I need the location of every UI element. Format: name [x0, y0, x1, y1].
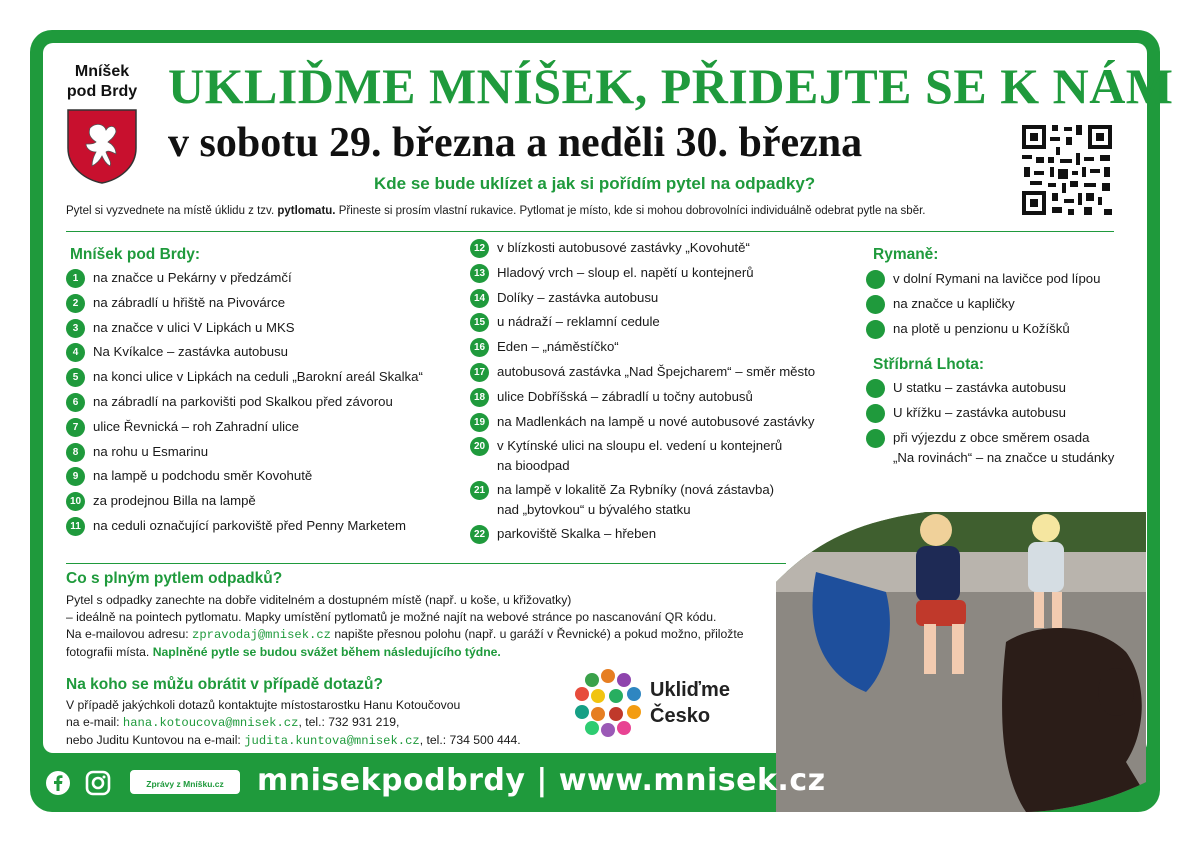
location-text: Na Kvíkalce – zastávka autobusu [93, 344, 288, 360]
location-text: na značce u Pekárny v předzámčí [93, 270, 292, 285]
list-item [866, 269, 1100, 294]
divider [66, 563, 786, 564]
location-text: na ceduli označující parkoviště před Penny Marketem [93, 517, 406, 533]
list-item [470, 263, 815, 288]
location-text-line2: „Na rovinách“ – na značce u studánky [893, 449, 1115, 465]
location-text: na zábradlí u hřiště na Pivovárce [93, 294, 286, 310]
list-item [866, 378, 1114, 403]
uklidme-cesko-wordmark [650, 677, 730, 729]
full-bag-text [66, 592, 744, 661]
page-title: UKLIĎME MNÍŠEK, PŘIDEJTE SE K NÁM [168, 58, 1174, 114]
town-name-line1: Mníšek [74, 63, 130, 80]
list-item [66, 367, 423, 392]
location-text: na rohu u Esmarinu [93, 443, 209, 459]
full-bag-line3 [66, 626, 744, 644]
location-text: Eden – „náměstíčko“ [497, 339, 619, 355]
location-text: na zábradlí na parkovišti pod Skalkou před závorou [93, 393, 393, 409]
location-text: na konci ulice v Lipkách na ceduli „Barokní areál Skalka“ [93, 369, 423, 385]
contact-line2 [66, 714, 521, 732]
list-item [66, 417, 423, 442]
instagram-icon[interactable] [85, 770, 111, 796]
email-link[interactable]: judita.kuntova@mnisek.cz [244, 734, 420, 748]
text: , tel.: 734 500 444. [419, 733, 521, 747]
zpravy-z-mnisku-badge[interactable]: Zprávy z Mníšku.cz [130, 770, 240, 794]
location-text: u nádraží – reklamní cedule [497, 314, 660, 330]
number-badge: 22 [470, 525, 489, 544]
number-badge: 21 [470, 481, 489, 500]
text: na e-mail: [66, 715, 123, 729]
list-item [470, 337, 815, 362]
text: fotografii místa. [66, 645, 153, 659]
list-item [866, 403, 1114, 428]
location-text: na Madlenkách na lampě u nové autobusové zastávky [497, 413, 815, 429]
email-link[interactable]: hana.kotoucova@mnisek.cz [122, 716, 299, 730]
number-badge: 14 [470, 289, 489, 308]
location-text: na plotě u penzionu u Kožíšků [893, 321, 1070, 336]
list-item [470, 524, 815, 549]
text: napište přesnou polohu (např. u garáží v Řevnické) a pokud možno, přiložte [330, 627, 744, 641]
location-text: v dolní Rymani na lavičce pod lípou [893, 271, 1101, 286]
location-text: autobusová zastávka „Nad Špejcharem“ – směr město [497, 363, 816, 379]
location-text: v Kytínské ulici na sloupu el. vedení u kontejnerů [497, 438, 783, 454]
number-badge: 7 [66, 418, 85, 437]
number-badge: 9 [66, 467, 85, 486]
question-heading: Kde se bude uklízet a jak si pořídím pytel na odpadky? [374, 174, 816, 193]
rymane-list [866, 269, 1100, 344]
list-item [66, 392, 423, 417]
list-item [66, 342, 423, 367]
list-item [66, 293, 423, 318]
lhota-heading: Stříbrná Lhota: [873, 356, 985, 373]
bullet-dot [866, 404, 885, 423]
location-text: na lampě u podchodu směr Kovohutě [93, 468, 313, 484]
full-bag-line2: – ideálně na pointech pytlomatu. Mapky umístění pytlomatů je možné najít na webové stránce po nascanování QR kódu. [66, 610, 717, 624]
contact-line3 [66, 732, 521, 750]
intro-part-a: Pytel si vyzvednete na místě úklidu z tzv. [66, 205, 278, 217]
event-dates: v sobotu 29. března a neděli 30. března [168, 120, 863, 166]
pickup-note: Naplněné pytle se budou svážet během následujícího týdne. [152, 645, 501, 659]
list-item [470, 238, 815, 263]
location-text: při výjezdu z obce směrem osada [893, 429, 1090, 445]
number-badge: 1 [66, 269, 85, 288]
list-item [66, 318, 423, 343]
list-item [470, 387, 815, 412]
list-item [470, 480, 815, 520]
text: , tel.: 732 931 219, [298, 715, 400, 729]
location-text: parkoviště Skalka – hřeben [497, 526, 657, 542]
list-item [866, 319, 1100, 344]
number-badge: 19 [470, 413, 489, 432]
town-logo-name [66, 62, 138, 102]
full-bag-heading: Co s plným pytlem odpadků? [66, 570, 283, 587]
wordmark-line2: Česko [650, 705, 711, 727]
contact-text [66, 697, 521, 750]
number-badge: 12 [470, 239, 489, 258]
location-text: U křížku – zastávka autobusu [893, 404, 1066, 420]
list-item [66, 268, 423, 293]
number-badge: 3 [66, 319, 85, 338]
list-item [66, 466, 423, 491]
mnisek-list-2 [470, 238, 815, 549]
list-item [470, 312, 815, 337]
number-badge: 8 [66, 443, 85, 462]
number-badge: 16 [470, 338, 489, 357]
location-text: na značce v ulici V Lipkách u MKS [93, 319, 295, 335]
number-badge: 2 [66, 294, 85, 313]
intro-bold: pytlomatu. [277, 205, 336, 217]
bullet-dot [866, 379, 885, 398]
location-text: U statku – zastávka autobusu [893, 380, 1067, 395]
contact-line1: V případě jakýchkoli dotazů kontaktujte místostarostku Hanu Kotoučovou [66, 698, 461, 712]
volunteers-photo [776, 482, 1146, 812]
number-badge: 5 [66, 368, 85, 387]
list-item [66, 491, 423, 516]
bullet-dot [866, 295, 885, 314]
town-crest-icon [66, 108, 138, 184]
location-text: ulice Řevnická – roh Zahradní ulice [93, 418, 299, 434]
list-item [470, 412, 815, 437]
location-text: ulice Dobříšská – zábradlí u točny autobusů [497, 388, 753, 404]
text: Na e-mailovou adresu: [66, 627, 192, 641]
list-item [66, 442, 423, 467]
mnisek-list-1 [66, 268, 423, 541]
number-badge: 6 [66, 393, 85, 412]
list-item [866, 428, 1114, 468]
location-text: Dolíky – zastávka autobusu [497, 289, 659, 305]
number-badge: 11 [66, 517, 85, 536]
bullet-dot [866, 270, 885, 289]
town-name-line2: pod Brdy [66, 83, 138, 100]
email-link[interactable]: zpravodaj@mnisek.cz [192, 628, 331, 642]
location-text: na lampě v lokalitě Za Rybníky (nová zástavba) [497, 482, 775, 498]
list-item [470, 362, 815, 387]
bullet-dot [866, 429, 885, 448]
intro-part-b: Přineste si prosím vlastní rukavice. Pytlomat je místo, kde si mohou dobrovolníci individuálně odebrat pytle na sběr. [335, 205, 926, 217]
lhota-list [866, 378, 1114, 468]
number-badge: 18 [470, 388, 489, 407]
location-text: Hladový vrch – sloup el. napětí u kontejnerů [497, 264, 754, 280]
number-badge: 13 [470, 264, 489, 283]
text: nebo Juditu Kuntovou na e-mail: [66, 733, 245, 747]
location-text: v blízkosti autobusové zastávky „Kovohutě“ [497, 240, 750, 255]
full-bag-line4 [66, 644, 744, 661]
location-text-line2: na bioodpad [497, 458, 570, 474]
list-item [66, 516, 423, 541]
mnisek-heading: Mníšek pod Brdy: [70, 246, 201, 263]
list-item [470, 288, 815, 313]
location-text: na značce u kapličky [893, 296, 1015, 311]
qr-code-icon[interactable] [1020, 123, 1114, 217]
contact-heading: Na koho se můžu obrátit v případě dotazů? [66, 676, 383, 693]
number-badge: 15 [470, 313, 489, 332]
number-badge: 20 [470, 437, 489, 456]
bullet-dot [866, 320, 885, 339]
divider [66, 231, 1114, 232]
rymane-heading: Rymaně: [873, 246, 939, 263]
list-item [866, 294, 1100, 319]
number-badge: 4 [66, 343, 85, 362]
wordmark-line1: Ukliďme [650, 679, 730, 701]
number-badge: 10 [66, 492, 85, 511]
location-text-line2: nad „bytovkou“ u bývalého statku [497, 502, 691, 518]
facebook-icon[interactable] [45, 770, 71, 796]
full-bag-line1: Pytel s odpadky zanechte na dobře viditelném a dostupném místě (např. u koše, u křižovatky) [66, 593, 572, 607]
list-item [470, 436, 815, 476]
location-text: za prodejnou Billa na lampě [93, 493, 256, 509]
number-badge: 17 [470, 363, 489, 382]
uklidme-cesko-logo-icon [572, 668, 644, 740]
intro-text [66, 205, 925, 217]
website-url[interactable]: mnisekpodbrdy | www.mnisek.cz [257, 763, 826, 798]
